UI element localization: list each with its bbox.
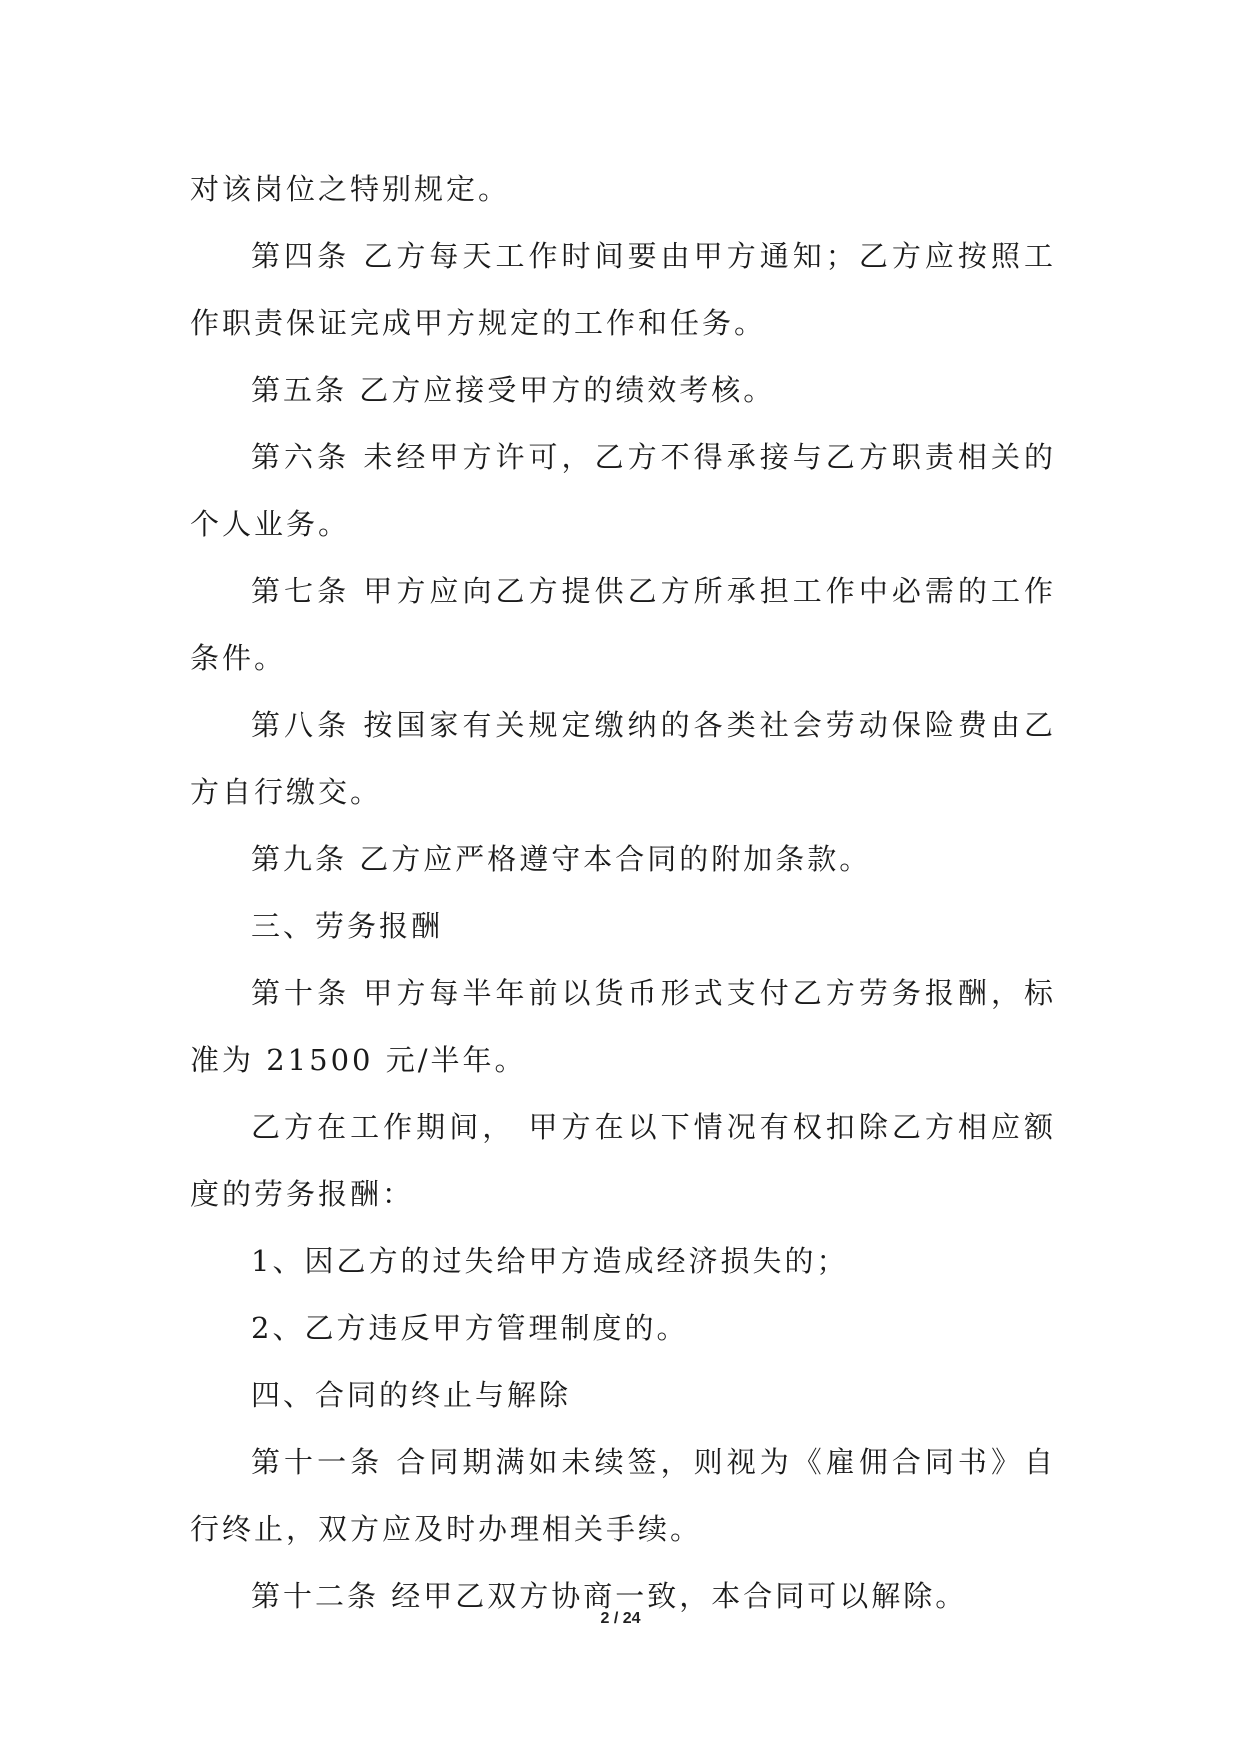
paragraph-article-8: 第八条 按国家有关规定缴纳的各类社会劳动保险费由乙方自行缴交。 (190, 708, 1056, 809)
page-number: 2 / 24 (600, 1610, 641, 1627)
list-item-deduction-1: 1、因乙方的过失给甲方造成经济损失的； (251, 1244, 849, 1278)
paragraph-article-5: 第五条 乙方应接受甲方的绩效考核。 (251, 373, 776, 407)
paragraph-article-6: 第六条 未经甲方许可，乙方不得承接与乙方职责相关的个人业务。 (190, 440, 1056, 541)
paragraph-article-4: 第四条 乙方每天工作时间要由甲方通知；乙方应按照工作职责保证完成甲方规定的工作和任务。 (190, 239, 1056, 340)
paragraph-article-9: 第九条 乙方应严格遵守本合同的附加条款。 (251, 842, 872, 876)
paragraph-article-10: 第十条 甲方每半年前以货币形式支付乙方劳务报酬，标准为 21500 元/半年。 (190, 976, 1056, 1077)
paragraph-deduction-intro: 乙方在工作期间， 甲方在以下情况有权扣除乙方相应额度的劳务报酬： (190, 1110, 1056, 1211)
paragraph-continuation: 对该岗位之特别规定。 (190, 172, 511, 206)
paragraph-article-7: 第七条 甲方应向乙方提供乙方所承担工作中必需的工作条件。 (190, 574, 1056, 675)
list-item-deduction-2: 2、乙方违反甲方管理制度的。 (251, 1311, 689, 1345)
section-heading-termination: 四、合同的终止与解除 (251, 1378, 572, 1412)
document-body (190, 156, 1056, 1630)
paragraph-article-12: 第十二条 经甲乙双方协商一致，本合同可以解除。 (251, 1579, 968, 1613)
paragraph-article-11: 第十一条 合同期满如未续签，则视为《雇佣合同书》自行终止，双方应及时办理相关手续。 (190, 1445, 1056, 1546)
section-heading-remuneration: 三、劳务报酬 (251, 909, 444, 943)
